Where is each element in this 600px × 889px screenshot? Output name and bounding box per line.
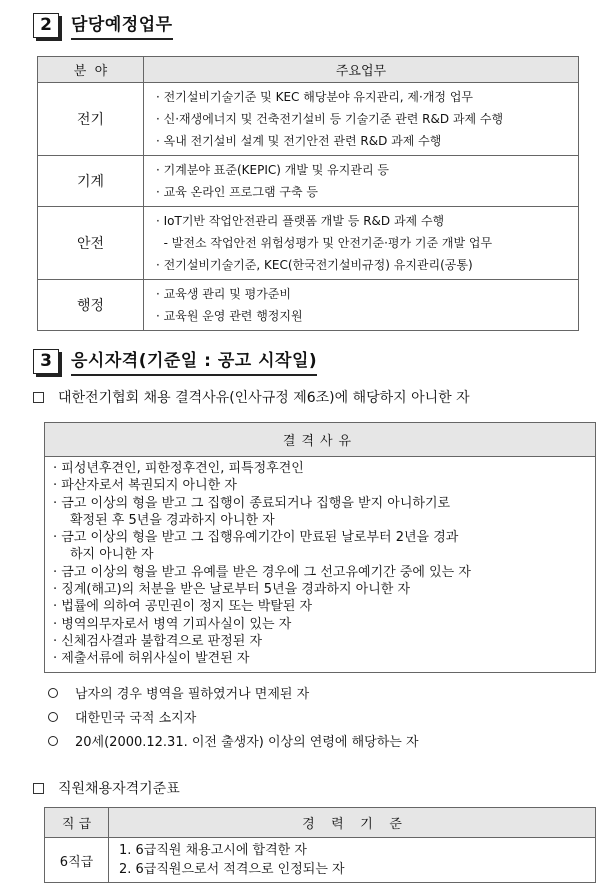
condition-text: 20세(2000.12.31. 이전 출생자) 이상의 연령에 해당하는 자 bbox=[75, 735, 419, 750]
circle-bullet-icon bbox=[48, 736, 58, 746]
square-bullet-icon bbox=[33, 783, 44, 794]
list-item: · 금고 이상의 형을 받고 유예를 받은 경우에 그 선고유예기간 중에 있는 자 bbox=[53, 564, 471, 580]
duties-cell bbox=[144, 156, 579, 207]
table-row bbox=[38, 83, 579, 156]
table-header-row bbox=[45, 808, 596, 838]
category-cell: 행정 bbox=[38, 280, 144, 331]
section-number-badge: 2 bbox=[33, 13, 59, 38]
table-header-row bbox=[38, 57, 579, 83]
duty-item: - 발전소 작업안전 위험성평가 및 안전기준·평가 기준 개발 업무 bbox=[156, 236, 493, 250]
criteria-item: 1. 6급직원 채용고시에 합격한 자 bbox=[119, 843, 307, 858]
list-item: · 징계(해고)의 처분을 받은 날로부터 5년을 경과하지 아니한 자 bbox=[53, 582, 410, 598]
criteria-cell bbox=[109, 838, 596, 883]
list-item-continuation: 하지 아니한 자 bbox=[70, 547, 154, 563]
category-cell: 안전 bbox=[38, 207, 144, 280]
column-header-criteria: 경 력 기 준 bbox=[109, 808, 596, 838]
criteria-table bbox=[44, 807, 596, 883]
duty-item: · IoT기반 작업안전관리 플랫폼 개발 등 R&D 과제 수행 bbox=[156, 214, 445, 228]
section-number-badge: 3 bbox=[33, 349, 59, 374]
list-item: · 금고 이상의 형을 받고 그 집행유예기간이 만료된 날로부터 2년을 경과 bbox=[53, 530, 459, 546]
duty-item: · 옥내 전기설비 설계 및 전기안전 관련 R&D 과제 수행 bbox=[156, 134, 442, 148]
table-row bbox=[45, 838, 596, 883]
duties-cell bbox=[144, 207, 579, 280]
disqualification-header: 결격사유 bbox=[45, 423, 595, 457]
grade-cell: 6직급 bbox=[45, 838, 109, 883]
square-bullet-icon bbox=[33, 392, 44, 403]
criteria-item: 2. 6급직원으로서 적격으로 인정되는 자 bbox=[119, 862, 345, 877]
section-2-heading bbox=[33, 10, 173, 40]
circle-bullet-icon bbox=[48, 688, 58, 698]
condition-item bbox=[48, 707, 196, 726]
table-row bbox=[38, 207, 579, 280]
duty-item: · 기계분야 표준(KEPIC) 개발 및 유지관리 등 bbox=[156, 163, 389, 177]
list-item: · 파산자로서 복권되지 아니한 자 bbox=[53, 478, 237, 494]
duty-item: · 전기설비기술기준 및 KEC 해당분야 유지관리, 제·개정 업무 bbox=[156, 90, 474, 104]
category-cell: 기계 bbox=[38, 156, 144, 207]
list-item: · 병역의무자로서 병역 기피사실이 있는 자 bbox=[53, 616, 292, 632]
qualification-text: 대한전기협회 채용 결격사유(인사규정 제6조)에 해당하지 아니한 자 bbox=[58, 390, 470, 406]
column-header-grade: 직 급 bbox=[45, 808, 109, 838]
duty-item: · 교육 온라인 프로그램 구축 등 bbox=[156, 185, 318, 199]
list-item: · 피성년후견인, 피한정후견인, 피특정후견인 bbox=[53, 461, 304, 476]
qualification-item bbox=[33, 387, 470, 407]
category-cell: 전기 bbox=[38, 83, 144, 156]
section-title: 담당예정업무 bbox=[71, 10, 173, 40]
condition-item bbox=[48, 683, 309, 702]
table-row bbox=[38, 156, 579, 207]
section-title: 응시자격(기준일 : 공고 시작일) bbox=[71, 346, 317, 376]
duties-cell bbox=[144, 83, 579, 156]
duty-item: · 교육원 운영 관련 행정지원 bbox=[156, 309, 303, 323]
disqualification-box bbox=[44, 422, 596, 673]
list-item: · 법률에 의하여 공민권이 정지 또는 박탈된 자 bbox=[53, 599, 313, 615]
table-row bbox=[38, 280, 579, 331]
duty-item: · 전기설비기술기준, KEC(한국전기설비규정) 유지관리(공통) bbox=[156, 258, 473, 272]
list-item: · 금고 이상의 형을 받고 그 집행이 종료되거나 집행을 받지 아니하기로 bbox=[53, 495, 451, 511]
condition-item bbox=[48, 731, 419, 750]
column-header-category: 분 야 bbox=[38, 57, 144, 83]
column-header-duties: 주요업무 bbox=[144, 57, 579, 83]
qualification-item bbox=[33, 778, 180, 798]
circle-bullet-icon bbox=[48, 712, 58, 722]
list-item: · 신체검사결과 불합격으로 판정된 자 bbox=[53, 633, 263, 649]
duties-cell bbox=[144, 280, 579, 331]
qualification-text: 직원채용자격기준표 bbox=[58, 781, 180, 797]
duty-item: · 교육생 관리 및 평가준비 bbox=[156, 287, 291, 301]
duty-item: · 신·재생에너지 및 건축전기설비 등 기술기준 관련 R&D 과제 수행 bbox=[156, 112, 504, 126]
list-item-continuation: 확정된 후 5년을 경과하지 아니한 자 bbox=[70, 512, 275, 528]
condition-text: 대한민국 국적 소지자 bbox=[75, 711, 197, 726]
section-3-heading bbox=[33, 346, 317, 376]
condition-text: 남자의 경우 병역을 필하였거나 면제된 자 bbox=[75, 687, 310, 702]
duties-table bbox=[37, 56, 579, 331]
list-item: · 제출서류에 허위사실이 발견된 자 bbox=[53, 651, 250, 667]
disqualification-list bbox=[45, 457, 595, 672]
